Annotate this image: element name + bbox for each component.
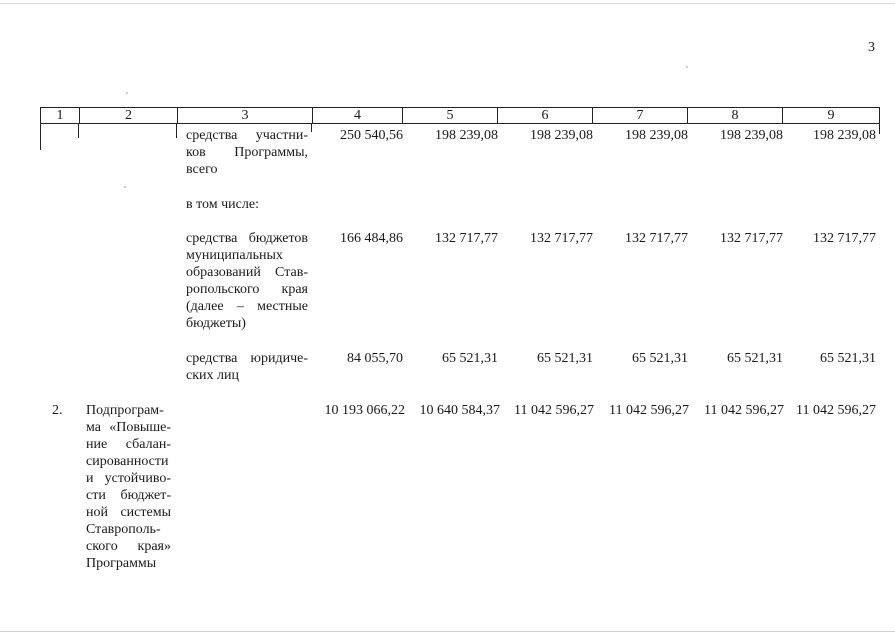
row-3-value-col4: 166 484,86 bbox=[340, 231, 403, 246]
row-4-value-col4: 84 055,70 bbox=[347, 351, 403, 366]
row-4-value-col6: 65 521,31 bbox=[537, 351, 593, 366]
column-header-2: 2 bbox=[80, 108, 178, 123]
row-4-source: средства юридиче-ских лиц bbox=[186, 351, 308, 383]
row-5-number: 2. bbox=[52, 403, 63, 418]
row-4-value-col9: 65 521,31 bbox=[820, 351, 876, 366]
column-header-5: 5 bbox=[403, 108, 498, 123]
row-1-value-col4: 250 540,56 bbox=[340, 128, 403, 143]
column-header-8: 8 bbox=[688, 108, 783, 123]
row-1-value-col5: 198 239,08 bbox=[435, 128, 498, 143]
column-header-3: 3 bbox=[178, 108, 313, 123]
row-3-source: средства бюджетов муниципальных образований Став-ропольского края (далее – местные бюджеты) bbox=[186, 231, 308, 331]
row-5-subprogram-name: Подпрограм-ма «Повыше-ние сбалан-сированности и устойчиво-сти бюджет-ной системы Ставрополь-ского края» Программы bbox=[86, 403, 171, 571]
row-4-value-col5: 65 521,31 bbox=[442, 351, 498, 366]
column-divider bbox=[879, 124, 880, 134]
scan-speck bbox=[686, 66, 688, 68]
row-5-value-col7: 11 042 596,27 bbox=[609, 403, 689, 418]
column-header-1: 1 bbox=[41, 108, 80, 123]
row-1-value-col9: 198 239,08 bbox=[813, 128, 876, 143]
column-divider bbox=[78, 124, 79, 138]
row-4-value-col8: 65 521,31 bbox=[727, 351, 783, 366]
page-bottom-edge bbox=[0, 631, 895, 632]
row-5-value-col5: 10 640 584,37 bbox=[419, 403, 500, 418]
row-5-value-col8: 11 042 596,27 bbox=[704, 403, 784, 418]
row-5-value-col6: 11 042 596,27 bbox=[514, 403, 594, 418]
row-5-value-col9: 11 042 596,27 bbox=[796, 403, 876, 418]
row-5-value-col4: 10 193 066,22 bbox=[324, 403, 405, 418]
row-1-value-col6: 198 239,08 bbox=[530, 128, 593, 143]
scan-speck bbox=[124, 186, 126, 188]
row-3-value-col8: 132 717,77 bbox=[720, 231, 783, 246]
row-1-source: средства участни-ков Программы, всего bbox=[186, 128, 308, 177]
column-divider bbox=[40, 124, 41, 150]
row-3-value-col6: 132 717,77 bbox=[530, 231, 593, 246]
row-1-value-col8: 198 239,08 bbox=[720, 128, 783, 143]
column-header-6: 6 bbox=[498, 108, 593, 123]
column-divider bbox=[176, 124, 177, 138]
column-header-9: 9 bbox=[827, 108, 835, 123]
column-header-4: 4 bbox=[313, 108, 403, 123]
row-3-value-col5: 132 717,77 bbox=[435, 231, 498, 246]
row-4-value-col7: 65 521,31 bbox=[632, 351, 688, 366]
row-1-value-col7: 198 239,08 bbox=[625, 128, 688, 143]
row-3-value-col9: 132 717,77 bbox=[813, 231, 876, 246]
scan-speck bbox=[126, 92, 128, 94]
page-top-edge bbox=[0, 3, 895, 4]
page-number: 3 bbox=[868, 40, 875, 55]
table-header-row bbox=[40, 107, 880, 124]
row-2-source: в том числе: bbox=[186, 197, 259, 212]
row-3-value-col7: 132 717,77 bbox=[625, 231, 688, 246]
column-header-7: 7 bbox=[593, 108, 688, 123]
